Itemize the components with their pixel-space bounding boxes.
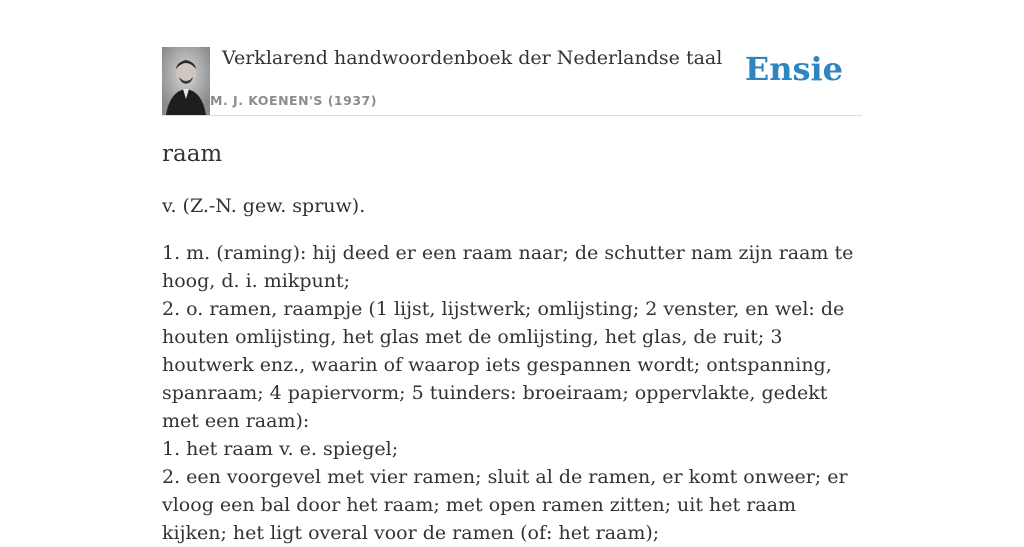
definition-line: 2. o. ramen, raampje (1 lijst, lijstwerk; omlijsting; 2 venster, en wel: de houten omlijsting, het glas met de omlijsting, het glas, de ruit; 3 houtwerk enz., waarin of waarop iets gespannen wordt; ontspanning, spanraam; 4 papiervorm; 5 tuinders: broeiraam; oppervlakte, gedekt met een raam):: [162, 298, 845, 432]
dictionary-title: Verklarend handwoordenboek der Nederlandse taal: [222, 47, 723, 69]
definition-line: 1. m. (raming): hij deed er een raam naar; de schutter nam zijn raam te hoog, d. i. mikpunt;: [162, 242, 854, 292]
definition-line: 2. een voorgevel met vier ramen; sluit al de ramen, er komt onweer; er vloog een bal door het raam; met open ramen zitten; uit het raam kijken; het ligt overal voor de ramen (of: het raam);: [162, 466, 848, 544]
entry-intro: v. (Z.-N. gew. spruw).: [162, 195, 366, 217]
definition-line: 1. het raam v. e. spiegel;: [162, 438, 399, 460]
author-portrait-avatar: [162, 47, 210, 115]
author-portrait-icon: [162, 47, 210, 115]
entry-definition: [162, 192, 862, 547]
ensie-logo-link[interactable]: Ensie: [744, 50, 843, 88]
dictionary-author: M. J. KOENEN'S (1937): [210, 93, 377, 108]
site-header: [162, 46, 862, 116]
entry-headword: raam: [162, 141, 223, 167]
